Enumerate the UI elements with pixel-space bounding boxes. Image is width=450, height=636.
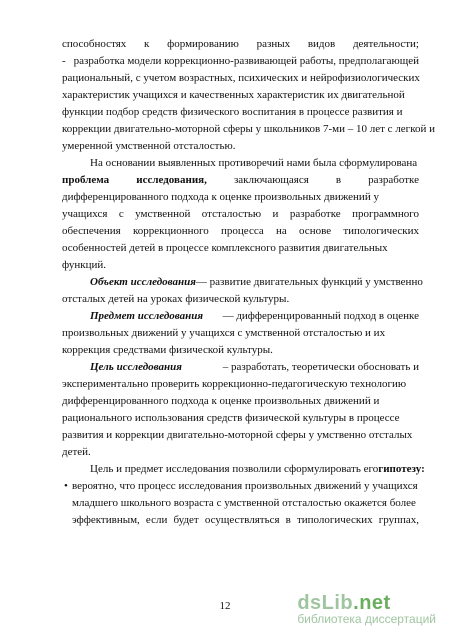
- text-segment: коррекционного: [132, 225, 209, 237]
- text-segment: коррекции двигательно-моторной сферы у школьников 7-ми – 10 лет с легкой и: [62, 123, 436, 135]
- text-segment: функций.: [62, 259, 106, 271]
- text-segment: вероятно, что процесс исследования произвольных движений у учащихся: [72, 480, 418, 492]
- text-line: [62, 104, 419, 121]
- emphasis-text: Предмет исследования: [90, 310, 204, 322]
- text-segment: разработке: [289, 208, 341, 220]
- emphasis-text: Объект исследования: [90, 276, 196, 288]
- text-segment: детей.: [62, 446, 91, 458]
- text-segment: дифференцированного подхода к оценке произвольных движений и: [62, 395, 380, 407]
- text-line: [62, 206, 419, 223]
- text-segment: отсталостью: [201, 208, 262, 220]
- text-segment: функции подбор средств физического воспитания в процессе развития и: [62, 106, 403, 118]
- text-line: [62, 427, 419, 444]
- text-segment: особенностей детей в процессе комплексного развития двигательных: [62, 242, 388, 254]
- text-line: [62, 189, 419, 206]
- text-segment: рациональный, с учетом возрастных, психических и нейрофизиологических: [62, 72, 420, 84]
- watermark-subtitle: библиотека диссертаций: [297, 612, 436, 626]
- text-segment: процесса: [221, 225, 264, 237]
- text-segment: разных: [256, 38, 291, 50]
- text-line: [62, 240, 419, 257]
- text-segment: программного: [352, 208, 419, 220]
- text-line: [62, 274, 423, 291]
- text-segment: на: [276, 225, 287, 237]
- text-segment: — развитие двигательных функций у умственно: [195, 276, 423, 288]
- text-segment: — дифференцированный подход в оценке: [222, 310, 419, 322]
- text-segment: дифференцированного подхода к оценке произвольных движений у: [62, 191, 379, 203]
- text-segment: развития и коррекции двигательно-моторной сферы у умственно отсталых: [62, 429, 413, 441]
- text-segment: если: [145, 514, 168, 526]
- text-segment: деятельности;: [352, 38, 419, 50]
- text-segment: На основании выявленных противоречий нами была сформулирована: [90, 157, 418, 169]
- page-number: 12: [219, 600, 231, 612]
- text-segment: учащихся: [62, 208, 108, 220]
- text-line: [62, 223, 419, 240]
- emphasis-text: гипотезу:: [378, 463, 425, 475]
- text-line: [62, 155, 419, 172]
- text-segment: экспериментально проверить коррекционно-педагогическую технологию: [62, 378, 407, 390]
- text-segment: в: [335, 174, 342, 186]
- watermark-name-part2: .net: [353, 592, 391, 614]
- text-line: [62, 478, 419, 495]
- text-line: [62, 410, 419, 427]
- text-line: [62, 257, 419, 274]
- text-line: [62, 291, 419, 308]
- emphasis-text: исследования,: [136, 174, 207, 186]
- text-segment: отсталых детей на уроках физической культуры.: [62, 293, 290, 305]
- text-segment: формированию: [167, 38, 239, 50]
- text-line: [62, 444, 419, 461]
- text-line: [62, 53, 419, 70]
- text-segment: основе: [299, 225, 332, 237]
- text-segment: типологических: [296, 514, 373, 526]
- text-segment: видов: [307, 38, 336, 50]
- text-segment: рационального использования средств физической культуры в процессе: [62, 412, 400, 424]
- text-line: [62, 70, 419, 87]
- text-segment: осуществляться: [204, 514, 280, 526]
- text-line: [62, 325, 419, 342]
- text-segment: умеренной умственной отсталостью.: [62, 140, 236, 152]
- emphasis-text: проблема: [62, 174, 110, 186]
- text-segment: способностях: [62, 38, 127, 50]
- text-segment: младшего школьного возраста с умственной отсталостью окажется более: [72, 497, 416, 509]
- text-line: [62, 495, 419, 512]
- text-segment: обеспечения: [62, 225, 121, 237]
- text-segment: разработка модели коррекционно-развивающей работы, предполагающей: [73, 55, 419, 67]
- emphasis-text: Цель исследования: [90, 361, 182, 373]
- text-segment: и: [272, 208, 279, 220]
- text-segment: – разработать, теоретически обосновать и: [222, 361, 419, 373]
- text-line: [62, 512, 419, 529]
- bullet-icon: •: [64, 480, 68, 492]
- text-segment: разработке: [368, 174, 419, 186]
- text-segment: произвольных движений у учащихся с умственной отсталостью и их: [62, 327, 386, 339]
- text-line: [62, 87, 419, 104]
- text-segment: коррекция средствами физической культуры.: [62, 344, 273, 356]
- text-segment: Цель и предмет исследования позволили сформулировать его: [90, 463, 379, 475]
- text-segment: в: [285, 514, 291, 526]
- text-line: [62, 393, 419, 410]
- text-segment: группах,: [378, 514, 419, 526]
- text-segment: типологических: [343, 225, 419, 237]
- text-line: [62, 376, 419, 393]
- text-line: [62, 36, 419, 53]
- dslib-watermark: [297, 592, 436, 626]
- text-segment: умственной: [135, 208, 191, 220]
- text-segment: к: [144, 38, 150, 50]
- text-line: [62, 359, 419, 376]
- text-line: [62, 461, 425, 478]
- text-segment: заключающаяся: [233, 174, 309, 186]
- text-line: [62, 121, 436, 138]
- text-segment: эффективным,: [72, 514, 140, 526]
- text-segment: характеристик учащихся и качественных характеристик их двигательной: [62, 89, 405, 101]
- text-line: [62, 172, 419, 189]
- watermark-name-part1: dsLib: [297, 592, 354, 614]
- body-text: [62, 36, 436, 529]
- text-segment: будет: [173, 514, 199, 526]
- text-segment: -: [62, 55, 66, 67]
- text-segment: с: [118, 208, 124, 220]
- text-line: [62, 308, 419, 325]
- text-line: [62, 138, 419, 155]
- text-line: [62, 342, 419, 359]
